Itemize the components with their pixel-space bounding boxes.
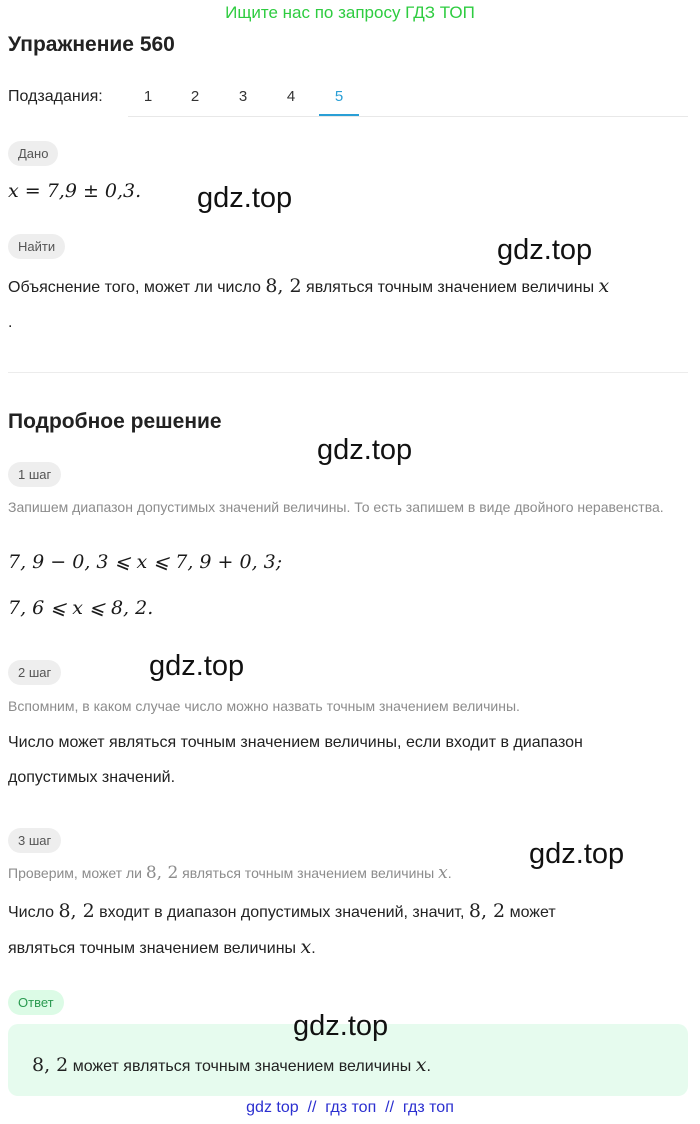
step3-hint: Проверим, может ли 8, 2 являться точным значением величины x. xyxy=(8,863,452,883)
solution-title: Подробное решение xyxy=(8,410,222,433)
step2-line-1: Число может являться точным значением величины, если входит в диапазон xyxy=(8,734,583,751)
given-formula: x = 7,9 ± 0,3. xyxy=(8,180,142,202)
active-tab-indicator xyxy=(319,114,359,116)
tab-subtask-2[interactable]: 2 xyxy=(190,88,200,105)
watermark: gdz.top xyxy=(529,838,625,870)
tab-subtask-5[interactable]: 5 xyxy=(334,88,344,105)
section-divider xyxy=(8,372,688,373)
answer-text: 8, 2 может являться точным значением величины x. xyxy=(32,1054,431,1076)
given-badge: Дано xyxy=(8,141,58,166)
step1-formula-2: 7, 6 ⩽ x ⩽ 8, 2. xyxy=(8,597,154,619)
step3-line-1: Число 8, 2 входит в диапазон допустимых значений, значит, 8, 2 может xyxy=(8,900,556,922)
step3-line-2: являться точным значением величины x. xyxy=(8,936,316,958)
step1-formula-1: 7, 9 − 0, 3 ⩽ x ⩽ 7, 9 + 0, 3; xyxy=(8,551,283,573)
watermark: gdz.top xyxy=(149,650,245,682)
watermark: gdz.top xyxy=(293,1010,389,1042)
step1-badge: 1 шаг xyxy=(8,462,61,487)
answer-badge: Ответ xyxy=(8,990,64,1015)
tab-subtask-4[interactable]: 4 xyxy=(286,88,296,105)
step3-badge: 3 шаг xyxy=(8,828,61,853)
step2-hint: Вспомним, в каком случае число можно назвать точным значением величины. xyxy=(8,698,520,714)
footer-links: gdz top // гдз топ // гдз топ xyxy=(246,1099,454,1116)
subtask-tabs xyxy=(128,78,688,117)
step2-line-2: допустимых значений. xyxy=(8,769,176,786)
tab-subtask-3[interactable]: 3 xyxy=(238,88,248,105)
watermark: gdz.top xyxy=(497,234,593,266)
find-trailing: . xyxy=(8,314,13,331)
watermark: gdz.top xyxy=(317,434,413,466)
tab-subtask-1[interactable]: 1 xyxy=(143,88,153,105)
find-text: Объяснение того, может ли число 8, 2 являться точным значением величины x xyxy=(8,275,610,297)
subtasks-label: Подзадания: xyxy=(8,88,103,105)
step1-hint: Запишем диапазон допустимых значений величины. То есть запишем в виде двойного неравенства. xyxy=(8,499,664,515)
page-title: Упражнение 560 xyxy=(8,33,175,56)
find-badge: Найти xyxy=(8,234,65,259)
step2-badge: 2 шаг xyxy=(8,660,61,685)
promo-banner: Ищите нас по запросу ГДЗ ТОП xyxy=(225,3,475,22)
watermark: gdz.top xyxy=(197,182,293,214)
